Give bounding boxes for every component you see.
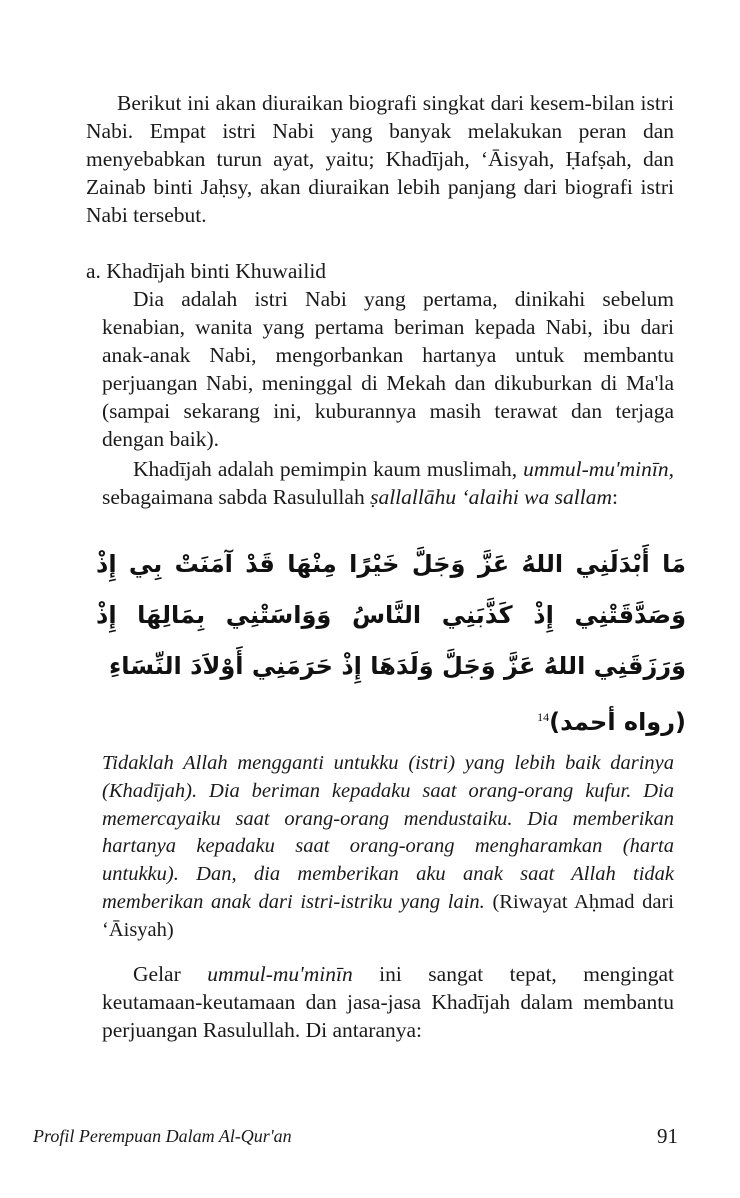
arabic-line-2: ﻭَﺻَﺪَّﻗَﺘْﻨِﻲ ﺇِﺫْ ﻛَﺬَّﺑَﻨِﻲ ﺍﻟﻨَّﺎﺱُ ﻭَﻭَﺍﺳَﺘْﻨِﻲ ﺑِﻤَﺎﻟِﻬَﺎ ﺇِﺫْ — [96, 601, 686, 629]
gelar-paragraph — [102, 960, 674, 1044]
arabic-line-4 — [96, 692, 686, 743]
pemimpin-paragraph — [102, 455, 674, 511]
footnote-ref: 14 — [537, 710, 550, 724]
gelar-text-2: ini sangat tepat, mengingat keutamaan-keutamaan dan jasa-jasa Khadījah dalam membantu perjuangan Rasulullah. Di antaranya: — [102, 962, 674, 1042]
pemimpin-text-2: sebagaimana sabda Rasulullah — [102, 485, 371, 509]
translation-italic: Tidaklah Allah mengganti untukku (istri) yang lebih baik darinya (Khadījah). Dia beriman kepadaku saat orang-orang kufur. Dia memercayaiku saat orang-orang mendustaiku. Dia memberikan hartanya kepadaku saat orang-orang mengharamkan (harta untukku). Dan, dia memberikan aku anak saat Allah tidak memberikan anak dari istri-istriku yang lain. — [102, 752, 674, 913]
khadijah-paragraph: Dia adalah istri Nabi yang pertama, dinikahi sebelum kenabian, wanita yang pertama beriman kepada Nabi, ibu dari anak-anak Nabi, mengorbankan hartanya untuk membantu perjuangan Nabi, meninggal di Mekah dan dikuburkan di Ma'la (sampai sekarang ini, kuburannya masih terawat dan terjaga dengan baik). — [102, 287, 674, 451]
arabic-line-1: ﻣَﺎ ﺃَﺑْﺪَﻟَﻨِﻲ ﺍﻟﻠﻪُ ﻋَﺰَّ ﻭَﺟَﻞَّ ﺧَﻴْﺮًﺍ ﻣِﻨْﻬَﺎ ﻗَﺪْ ﺁﻣَﻨَﺖْ ﺑِﻲ ﺇِﺫْ — [96, 550, 686, 578]
arabic-line-3: ﻭَﺭَﺯَﻗَﻨِﻲ ﺍﻟﻠﻪُ ﻋَﺰَّ ﻭَﺟَﻞَّ ﻭَﻟَﺪَﻫَﺎ ﺇِﺫْ ﺣَﺮَﻣَﻨِﻲ ﺃَﻭْﻻَﺩَ ﺍﻟﻨِّﺴَﺎﺀِ — [109, 652, 686, 680]
arabic-hadith — [96, 539, 686, 743]
footer-book-title: Profil Perempuan Dalam Al-Qur'an — [33, 1126, 292, 1146]
gelar-text-1: Gelar — [133, 962, 208, 986]
arabic-source: (ﺭﻭﺍﻩ ﺃﺣﻤﺪ) — [549, 708, 686, 736]
section-heading: a. Khadījah binti Khuwailid — [86, 259, 327, 283]
pemimpin-text-3: : — [611, 485, 618, 509]
pemimpin-text-1: Khadījah adalah pemimpin kaum muslimah, — [133, 457, 524, 481]
pemimpin-italic-2: ṣallallāhu ‘alaihi wa sallam — [370, 485, 612, 509]
pemimpin-italic-1: ummul-mu'minīn, — [523, 457, 674, 481]
hadith-translation — [102, 750, 674, 945]
translation-source: (Riwayat Aḥmad dari ‘Āisyah) — [102, 890, 674, 941]
gelar-italic: ummul-mu'minīn — [207, 962, 353, 986]
page-number: 91 — [657, 1124, 678, 1148]
intro-paragraph: Berikut ini akan diuraikan biografi singkat dari kesem-bilan istri Nabi. Empat istri Nabi yang banyak melakukan peran dan menyebabkan turun ayat, yaitu; Khadījah, ‘Āisyah, Ḥafṣah, dan Zainab binti Jaḥsy, akan diuraikan lebih panjang dari biografi istri Nabi tersebut. — [86, 91, 674, 227]
